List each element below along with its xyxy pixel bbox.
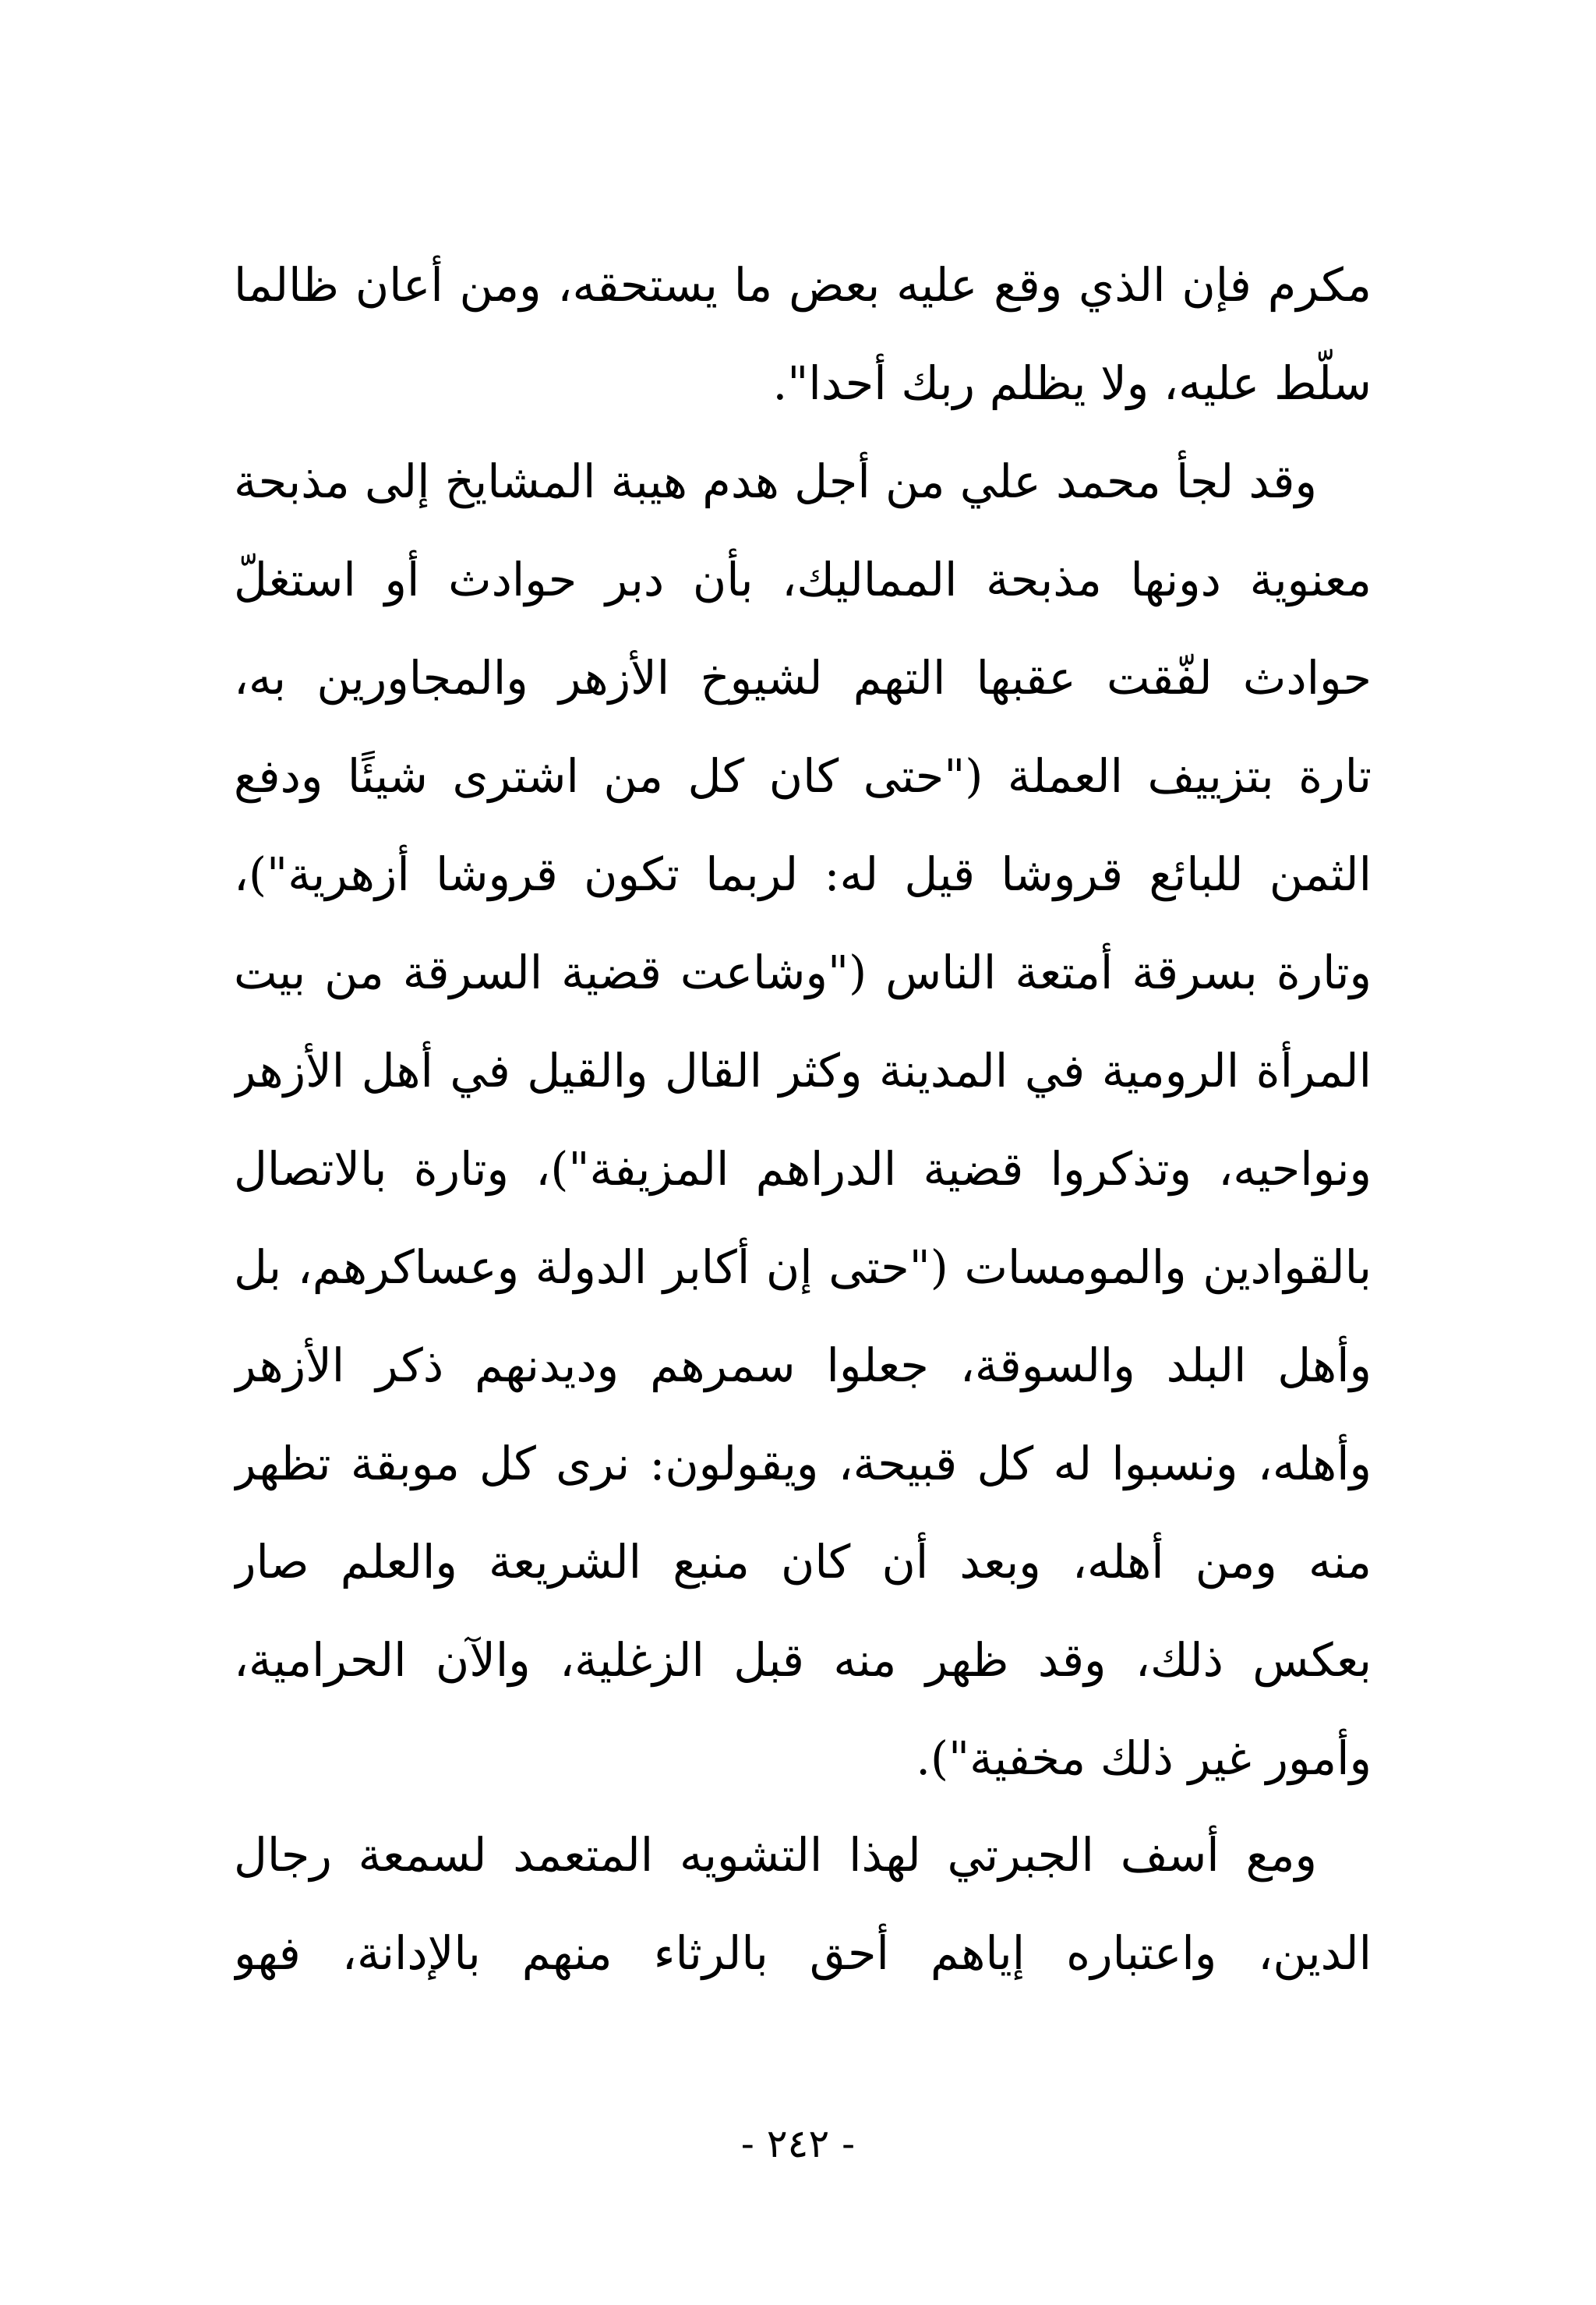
text-line: وأهله، ونسبوا له كل قبيحة، ويقولون: نرى كل موبقة تظهر [234,1437,1372,1490]
text-line: حوادث لفّقت عقبها التهم لشيوخ الأزهر والمجاورين به، [234,651,1372,705]
text-line: بعكس ذلك، وقد ظهر منه قبل الزغلية، والآن الحرامية، [234,1633,1372,1687]
text-line: وأهل البلد والسوقة، جعلوا سمرهم وديدنهم ذكر الأزهر [234,1338,1372,1392]
text-line: بالقوادين والمومسات ("حتى إن أكابر الدولة وعساكرهم، بل [234,1240,1372,1294]
text-line: وقد لجأ محمد علي من أجل هدم هيبة المشايخ إلى مذبحة [234,454,1317,508]
text-line: تارة بتزييف العملة ("حتى كان كل من اشترى شيئًا ودفع [234,749,1372,803]
paragraph-2 [234,433,1372,1808]
text-line: سلّط عليه، ولا يظلم ربك أحدا". [772,356,1372,410]
text-line: ومع أسف الجبرتي لهذا التشويه المتعمد لسمعة رجال [234,1828,1317,1882]
text-line: ونواحيه، وتذكروا قضية الدراهم المزيفة")، وتارة بالاتصال [234,1142,1372,1196]
paragraph-3 [234,1806,1372,2003]
text-line: الثمن للبائع قروشا قيل له: لربما تكون قروشا أزهرية")، [234,847,1372,901]
text-line: معنوية دونها مذبحة المماليك، بأن دبر حوادث أو استغلّ [234,553,1372,606]
text-line: منه ومن أهله، وبعد أن كان منبع الشريعة والعلم صار [234,1535,1372,1589]
text-line: مكرم فإن الذي وقع عليه بعض ما يستحقه، ومن أعان ظالما [234,258,1372,312]
text-line: المرأة الرومية في المدينة وكثر القال والقيل في أهل الأزهر [234,1044,1372,1098]
paragraph-1 [234,236,1372,433]
text-line: وتارة بسرقة أمتعة الناس ("وشاعت قضية السرقة من بيت [234,946,1372,999]
text-line: الدين، واعتباره إياهم أحق بالرثاء منهم بالإدانة، فهو [234,1926,1372,1980]
page-number: - ٢٤٢ - [740,2121,856,2166]
text-line: وأمور غير ذلك مخفية"). [916,1731,1372,1785]
